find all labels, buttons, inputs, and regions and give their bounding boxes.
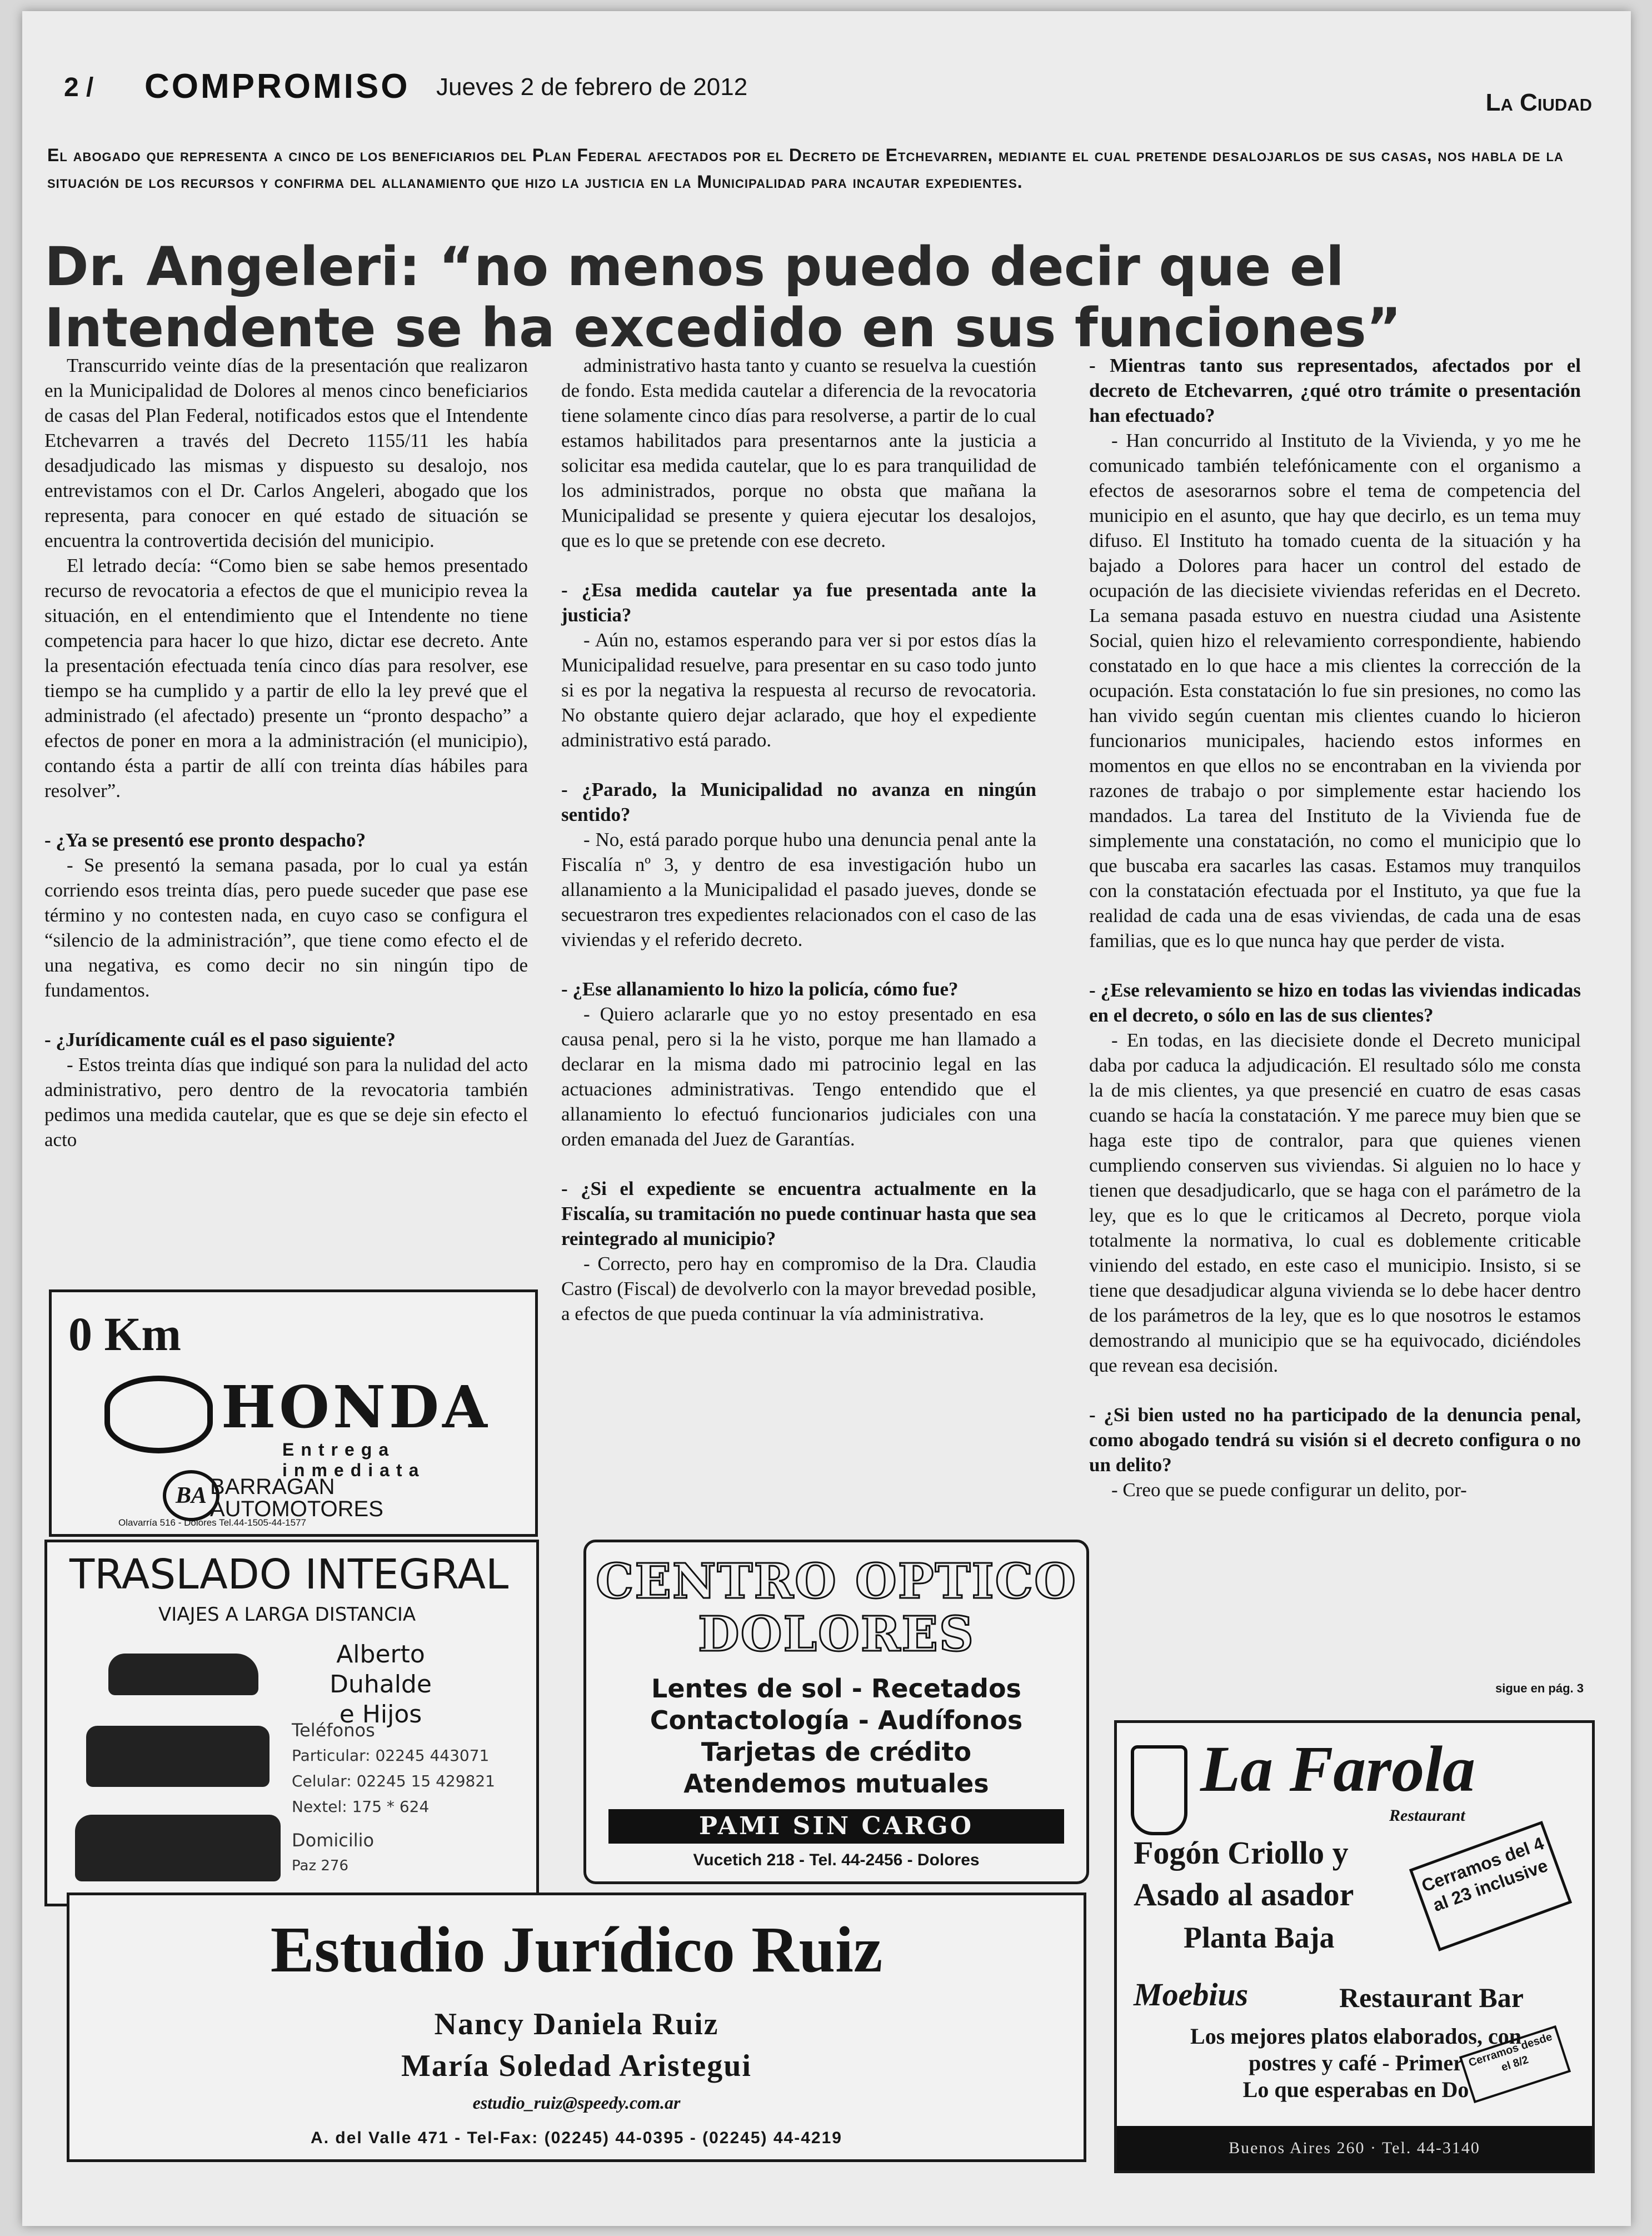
article-paragraph: - Han concurrido al Instituto de la Vivienda, y yo me he comunicado también telefónicamente con el organismo a efectos de asesorarnos sobre el tema de competencia del municipio en el asunto, que hay que decirlo, es un tema muy difuso. El Instituto ha tomado cuenta de la situación y ha bajado a Dolores para hacer un control del estado de ocupación de las diecisiete viviendas referidas en el Decreto. La semana pasada estuvo en nuestra ciudad una Asistente Social, quien hizo el relevamiento correspondiente, habiendo constatado en lo que hace a mis clientes la corrección de la ocupación. Esta constatación lo fue sin presiones, no como las han vivido según cuentan mis clientes cuando lo hicieron funcionarios municipales, haciendo estos informes en momentos en que ellos no se encontraban en la vivienda por razones de trabajo o por simplemente estar haciendo los mandados. La tarea del Instituto de la Vivienda fue de simplemente una constatación, no como el municipio que lo que buscaba era sacarles las casas. Estamos muy tranquilos con la constatación efectuada por el Instituto, ya que fue la realidad de cada una de esas viviendas, de cada una de esas familias, que es lo que nunca hay que perder de vista. — [1089, 430, 1581, 952]
la-farola-ad — [1114, 1720, 1595, 2173]
interview-question: - ¿Jurídicamente cuál es el paso siguiente? — [44, 1029, 396, 1050]
article-paragraph: - Se presentó la semana pasada, por lo cual ya están corriendo esos treinta días, pero puede suceder que pase ese término y no contesten nada, en cuyo caso se configura el “silencio de la administración”, que tiene como efecto el de una negativa, es como decir no sin ningún tipo de fundamentos. — [44, 854, 528, 1001]
ad-owner-line1: Alberto Duhalde — [330, 1640, 432, 1699]
farola-subtitle: Restaurant — [1389, 1806, 1465, 1825]
interview-question: - ¿Esa medida cautelar ya fue presentada ante la justicia? — [561, 579, 1036, 626]
article-paragraph: - En todas, en las diecisiete donde el Decreto municipal daba por caduca la adjudicación. El resultado sólo me consta la de mis clientes, ya que presencié en cuatro de esas casas cuando se hacía la constatación. Y me parece muy bien que se haga este tipo de contralor, para que quienes vienen cumpliendo conserven sus viviendas. Si alguien no lo hace y tienen que desadjudicarlo, que se haga con el parámetro de la ley, que es lo que le criticamos al Decreto, porque viola totalmente la normativa, lo cual es doblemente criticable viniendo del estado, en este caso el municipio. Insisto, si se tiene que desadjudicar alguna vivienda se lo debe hacer dentro de los parámetros de la ley, que es lo que nosotros le estamos demostrando al municipio que se ha equivocado, diciéndoles que revean esa decisión. — [1089, 1029, 1581, 1376]
ruiz-name: Estudio Jurídico Ruiz — [270, 1913, 883, 1986]
continued-note: sigue en pág. 3 — [1495, 1681, 1584, 1695]
closing-stamp: Cerramos del 4 al 23 inclusive — [1409, 1821, 1572, 1951]
interview-question: - ¿Ya se presentó ese pronto despacho? — [44, 829, 366, 851]
article-paragraph: - Estos treinta días que indiqué son para la nulidad del acto administrativo, pero dentro de la revocatoria también pedimos una medida cautelar, que es que se deje sin efecto el acto — [44, 1054, 528, 1151]
moebius-logo: Moebius — [1134, 1976, 1249, 2013]
farola-line-3: Planta Baja — [1184, 1921, 1335, 1954]
optico-service-3: Tarjetas de crédito — [701, 1737, 972, 1767]
interview-question: - ¿Si bien usted no ha participado de la denuncia penal, como abogado tendrá su visión si el decreto configura o no un delito? — [1089, 1404, 1581, 1476]
interview-question: - Mientras tanto sus representados, afectados por el decreto de Etchevarren, ¿qué otro trámite o presentación han efectuado? — [1089, 355, 1581, 426]
ruiz-email: estudio_ruiz@speedy.com.ar — [472, 2093, 681, 2113]
farola-address-bar: Buenos Aires 260 · Tel. 44-3140 — [1117, 2126, 1592, 2170]
interview-question: - ¿Parado, la Municipalidad no avanza en ningún sentido? — [561, 779, 1036, 825]
farola-line-2: Asado al asador — [1134, 1876, 1354, 1913]
address-value: Paz 276 — [292, 1857, 348, 1874]
newspaper-page — [22, 11, 1631, 2226]
moebius-desc-1: Los mejores platos elaborados, con — [1190, 2024, 1521, 2049]
ad-subtitle: VIAJES A LARGA DISTANCIA — [158, 1603, 416, 1626]
ad-owner — [292, 1640, 470, 1730]
moebius-desc-3: Lo que esperabas en Do — [1242, 2077, 1469, 2102]
interview-question: - ¿Ese relevamiento se hizo en todas las viviendas indicadas en el decreto, o sólo en las de sus clientes? — [1089, 979, 1581, 1026]
dealer-name-line2: AUTOMOTORES — [210, 1497, 383, 1521]
ad-brand: HONDA — [221, 1373, 491, 1441]
article-column-1 — [44, 353, 528, 1152]
traslado-ad — [44, 1540, 539, 1906]
article-paragraph: - No, está parado porque hubo una denuncia penal ante la Fiscalía nº 3, y dentro de esa investigación hubo un allanamiento a la Municipalidad el pasado jueves, donde se secuestraron tres expedientes relacionados con el caso de las viviendas y el referido decreto. — [561, 829, 1036, 950]
estudio-ruiz-ad — [67, 1893, 1086, 2162]
ad-tagline: Entrega inmediata — [282, 1440, 426, 1480]
van-icon — [86, 1726, 269, 1787]
moebius-desc-2: postres y café - Primer — [1249, 2050, 1463, 2075]
ruiz-address: A. del Valle 471 - Tel-Fax: (02245) 44-0395 - (02245) 44-4219 — [311, 2129, 842, 2147]
dealer-name-line1: BARRAGAN — [210, 1475, 335, 1499]
honda-logo-icon — [104, 1376, 213, 1453]
newspaper-logo: COMPROMISO — [144, 67, 410, 106]
ad-owner-line2: e Hijos — [339, 1700, 422, 1729]
ruiz-partner-1: Nancy Daniela Ruiz — [434, 2007, 719, 2041]
dealer-name — [210, 1476, 383, 1520]
interview-question: - ¿Si el expediente se encuentra actualmente en la Fiscalía, su tramitación no puede continuar hasta que sea reintegrado al municipio? — [561, 1178, 1036, 1249]
restaurant-bar-label: Restaurant Bar — [1339, 1982, 1524, 2013]
interview-question: - ¿Ese allanamiento lo hizo la policía, cómo fue? — [561, 978, 959, 1000]
optico-name-line1: CENTRO OPTICO — [595, 1553, 1077, 1610]
farola-title: La Farola — [1200, 1732, 1475, 1805]
section-title: La Ciudad — [1485, 89, 1592, 116]
optico-service-2: Contactología - Audífonos — [650, 1705, 1023, 1735]
dealer-logo-icon: BA — [163, 1470, 219, 1521]
centro-optico-ad — [583, 1540, 1089, 1884]
article-paragraph: - Creo que se puede configurar un delito, por- — [1111, 1479, 1467, 1501]
article-headline: Dr. Angeleri: “no menos puedo decir que el Intendente se ha excedido en sus funciones” — [44, 236, 1401, 359]
phone-nextel: Nextel: 175 * 624 — [292, 1797, 430, 1816]
ruiz-partner-2: María Soledad Aristegui — [401, 2049, 752, 2083]
article-paragraph: Transcurrido veinte días de la presentación que realizaron en la Municipalidad de Dolores al menos cinco beneficiarios de casas del Plan Federal, notificados estos que el Intendente Etchevarren a través del Decreto 1155/11 les había desadjudicado las mismas y dispuesto su desalojo, nos entrevistamos con el Dr. Carlos Angeleri, abogado que los representa, para conocer en qué estado de situación se encuentra la controvertida decisión del municipio. — [44, 355, 528, 551]
article-paragraph: administrativo hasta tanto y cuanto se resuelva la cuestión de fondo. Esta medida cautelar a diferencia de la revocatoria tiene solamente cinco días para resolverse, a partir de lo cual estamos habilitados para presentarnos ante la justicia a solicitar esa medida cautelar, que lo es para tranquilidad de los administrados, porque no obsta que mañana la Municipalidad se presente y quiera ejecutar los desalojos, que es lo que se pretende con ese decreto. — [561, 355, 1036, 551]
phone-celular: Celular: 02245 15 429821 — [292, 1772, 495, 1790]
issue-date: Jueves 2 de febrero de 2012 — [436, 73, 748, 101]
article-paragraph: - Correcto, pero hay en compromiso de la Dra. Claudia Castro (Fiscal) de devolverlo con la mayor brevedad posible, a efectos de que pueda continuar la vía administrativa. — [561, 1253, 1036, 1324]
article-column-2 — [561, 353, 1036, 1326]
dealer-address: Olavarría 516 - Dolores Tel.44-1505-44-1577 — [118, 1517, 306, 1528]
article-paragraph: - Aún no, estamos esperando para ver si por estos días la Municipalidad resuelve, para presentar en su caso todo junto si es por la negativa la respuesta al recurso de revocatoria. No obstante quiero dejar aclarado, que hoy el expediente administrativo está parado. — [561, 629, 1036, 751]
article-paragraph: El letrado decía: “Como bien se sabe hemos presentado recurso de revocatoria a efectos de que el municipio revea la situación, en el entendimiento que el Intendente no tiene competencia para hacer lo que hizo, dictar ese decreto. Ante la presentación efectuada tenía cinco días para resolver, ese tiempo se ha cumplido y a partir de ello la ley prevé que el administrado (el afectado) presente un “pronto despacho” a efectos de poner en mora a la administración (el municipio), contando ésta a partir de allí con treinta días hábiles para resolver”. — [44, 555, 528, 801]
phones-label: Teléfonos — [292, 1720, 375, 1741]
phone-particular: Particular: 02245 443071 — [292, 1746, 490, 1765]
minibus-icon — [75, 1815, 281, 1881]
optico-name-line2: DOLORES — [697, 1606, 975, 1662]
ad-title: TRASLADO INTEGRAL — [69, 1551, 509, 1598]
ad-contact — [292, 1717, 495, 1879]
article-kicker: El abogado que representa a cinco de los beneficiarios del Plan Federal afectados por el Decreto de Etchevarren, mediante el cual pretende desalojarlos de sus casas, nos habla de la situación de los recursos y confirma del allanamiento que hizo la justicia en la Municipalidad para incautar expedientes. — [47, 145, 1564, 192]
page-number: 2 / — [64, 73, 94, 102]
car-icon — [108, 1654, 258, 1695]
article-paragraph: - Quiero aclararle que yo no estoy presentado en esa causa penal, pero si la he visto, porque me han llamado a declarar en la misma dado mi patrocinio legal en las actuaciones administrativas. Tengo entendido que el allanamiento lo efectuó funcionarios judiciales con una orden emanada del Juez de Garantías. — [561, 1003, 1036, 1150]
article-column-3 — [1089, 353, 1581, 1502]
optico-services — [586, 1673, 1086, 1800]
address-label: Domicilio — [292, 1830, 375, 1851]
optico-service-1: Lentes de sol - Recetados — [651, 1674, 1021, 1704]
closing-stamp-2: Cerramos desde el 8/2 — [1459, 2025, 1571, 2103]
optico-address: Vucetich 218 - Tel. 44-2456 - Dolores — [693, 1851, 980, 1869]
honda-ad — [49, 1289, 538, 1537]
pami-banner: PAMI SIN CARGO — [608, 1809, 1064, 1844]
optico-service-4: Atendemos mutuales — [683, 1769, 989, 1799]
farola-line-1: Fogón Criollo y — [1134, 1835, 1349, 1871]
lantern-icon — [1131, 1745, 1187, 1835]
ad-km-label: 0 Km — [68, 1307, 182, 1361]
